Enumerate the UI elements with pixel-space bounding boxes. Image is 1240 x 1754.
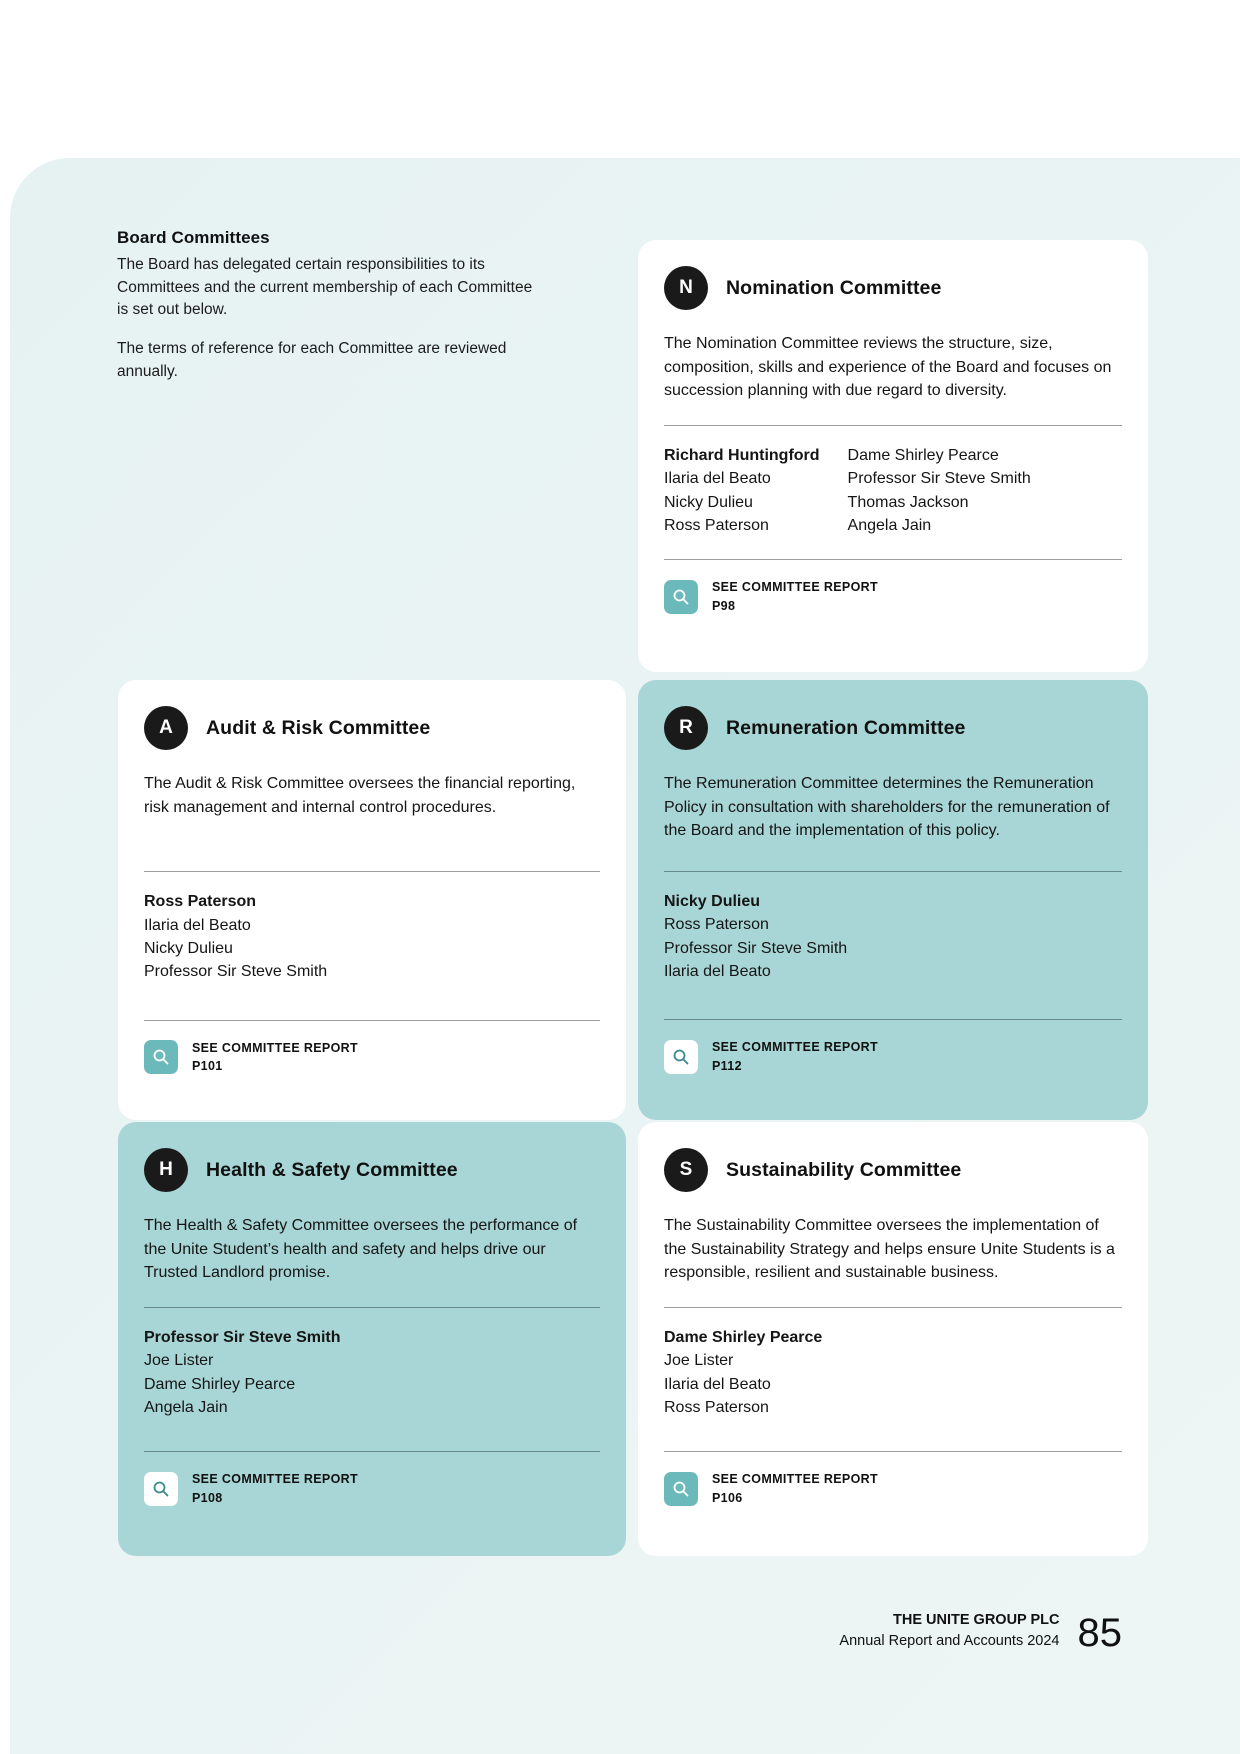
magnifier-icon <box>664 1040 698 1074</box>
page-footer <box>839 1610 1122 1655</box>
committee-description: The Sustainability Committee oversees the implementation of the Sustainability Strategy and helps ensure Unite Students is a responsible, resilient and sustainable business. <box>664 1217 1115 1282</box>
card-health-safety-committee <box>118 1122 626 1556</box>
report-link-text <box>712 578 878 614</box>
footer-report-name: Annual Report and Accounts 2024 <box>839 1632 1060 1649</box>
card-audit-risk-committee <box>118 680 626 1120</box>
page-number: 85 <box>1077 1611 1122 1655</box>
committee-members <box>144 1326 600 1419</box>
members-column-1 <box>144 890 327 983</box>
committee-badge-a: A <box>144 706 188 750</box>
report-page-ref: P108 <box>192 1490 223 1505</box>
divider <box>144 1307 600 1308</box>
intro-paragraph-2: The terms of reference for each Committee are reviewed annually. <box>117 339 507 380</box>
committee-members <box>664 890 1122 983</box>
member-name: Angela Jain <box>847 517 932 535</box>
intro-block <box>117 228 537 399</box>
committee-title: Audit & Risk Committee <box>206 716 431 739</box>
see-committee-report-link[interactable] <box>144 1470 600 1506</box>
committee-description: The Audit & Risk Committee oversees the financial reporting, risk management and internal control procedures. <box>144 775 576 816</box>
card-header <box>664 266 1122 310</box>
divider <box>664 559 1122 560</box>
report-link-text <box>192 1039 358 1075</box>
see-committee-report-link[interactable] <box>144 1039 600 1075</box>
report-page-ref: P101 <box>192 1058 223 1073</box>
committee-title: Nomination Committee <box>726 276 942 299</box>
member-name: Ross Paterson <box>144 893 257 911</box>
committee-badge-s: S <box>664 1148 708 1192</box>
committee-members <box>664 444 1122 537</box>
committee-badge-n: N <box>664 266 708 310</box>
divider <box>664 425 1122 426</box>
card-header <box>664 1148 1122 1192</box>
report-link-label: SEE COMMITTEE REPORT <box>712 580 879 595</box>
report-page-ref: P106 <box>712 1490 743 1505</box>
committee-title: Health & Safety Committee <box>206 1158 458 1181</box>
members-column-1 <box>144 1326 341 1419</box>
member-name: Joe Lister <box>144 1352 214 1370</box>
member-name: Professor Sir Steve Smith <box>847 470 1031 488</box>
member-name: Joe Lister <box>664 1352 734 1370</box>
report-link-label: SEE COMMITTEE REPORT <box>712 1472 879 1487</box>
member-name: Dame Shirley Pearce <box>664 1329 823 1347</box>
member-name: Richard Huntingford <box>664 447 820 465</box>
committee-badge-r: R <box>664 706 708 750</box>
divider <box>664 871 1122 872</box>
member-name: Ross Paterson <box>664 517 769 535</box>
members-column-2 <box>848 444 1031 537</box>
card-remuneration-committee <box>638 680 1148 1120</box>
member-name: Angela Jain <box>144 1399 228 1417</box>
divider <box>664 1451 1122 1452</box>
card-header <box>664 706 1122 750</box>
magnifier-icon <box>664 1472 698 1506</box>
committee-members <box>664 1326 1122 1419</box>
report-page-ref: P98 <box>712 598 736 613</box>
committee-description: The Nomination Committee reviews the structure, size, composition, skills and experience of the Board and focuses on succession planning with due regard to diversity. <box>664 335 1112 400</box>
members-column-1 <box>664 890 847 983</box>
report-link-label: SEE COMMITTEE REPORT <box>192 1040 359 1055</box>
member-name: Dame Shirley Pearce <box>847 447 999 465</box>
magnifier-icon <box>144 1040 178 1074</box>
members-column-1 <box>664 444 820 537</box>
footer-company-name: THE UNITE GROUP PLC <box>893 1611 1060 1628</box>
committee-title: Sustainability Committee <box>726 1158 962 1181</box>
card-nomination-committee <box>638 240 1148 672</box>
magnifier-icon <box>144 1472 178 1506</box>
see-committee-report-link[interactable] <box>664 1470 1122 1506</box>
member-name: Professor Sir Steve Smith <box>664 939 848 957</box>
committee-badge-h: H <box>144 1148 188 1192</box>
footer-text <box>839 1610 1059 1652</box>
member-name: Nicky Dulieu <box>664 893 761 911</box>
divider <box>664 1307 1122 1308</box>
committee-title: Remuneration Committee <box>726 716 966 739</box>
member-name: Ross Paterson <box>664 916 769 934</box>
committee-members <box>144 890 600 983</box>
card-header <box>144 1148 600 1192</box>
member-name: Ilaria del Beato <box>664 1375 771 1393</box>
report-page-ref: P112 <box>712 1058 742 1073</box>
member-name: Nicky Dulieu <box>144 940 233 958</box>
report-link-text <box>712 1038 878 1074</box>
see-committee-report-link[interactable] <box>664 1038 1122 1074</box>
member-name: Dame Shirley Pearce <box>144 1375 296 1393</box>
card-header <box>144 706 600 750</box>
report-link-label: SEE COMMITTEE REPORT <box>712 1040 879 1055</box>
divider <box>664 1019 1122 1020</box>
magnifier-icon <box>664 580 698 614</box>
member-name: Ilaria del Beato <box>144 916 251 934</box>
member-name: Thomas Jackson <box>847 493 969 511</box>
see-committee-report-link[interactable] <box>664 578 1122 614</box>
committee-description: The Remuneration Committee determines the Remuneration Policy in consultation with shareholders for the remuneration of the Board and the implementation of this policy. <box>664 775 1110 840</box>
committee-description: The Health & Safety Committee oversees the performance of the Unite Student’s health and safety and helps drive our Trusted Landlord promise. <box>144 1217 578 1282</box>
card-sustainability-committee <box>638 1122 1148 1556</box>
page-title: Board Committees <box>117 228 270 247</box>
divider <box>144 1451 600 1452</box>
members-column-1 <box>664 1326 822 1419</box>
intro-paragraph-1: The Board has delegated certain responsibilities to its Committees and the current membership of each Committee is set out below. <box>117 256 533 319</box>
report-link-text <box>712 1470 878 1506</box>
member-name: Nicky Dulieu <box>664 493 753 511</box>
member-name: Professor Sir Steve Smith <box>144 963 328 981</box>
member-name: Ross Paterson <box>664 1399 769 1417</box>
report-link-text <box>192 1470 358 1506</box>
member-name: Ilaria del Beato <box>664 963 771 981</box>
member-name: Professor Sir Steve Smith <box>144 1329 341 1347</box>
divider <box>144 1020 600 1021</box>
report-link-label: SEE COMMITTEE REPORT <box>192 1472 359 1487</box>
divider <box>144 871 600 872</box>
member-name: Ilaria del Beato <box>664 470 771 488</box>
